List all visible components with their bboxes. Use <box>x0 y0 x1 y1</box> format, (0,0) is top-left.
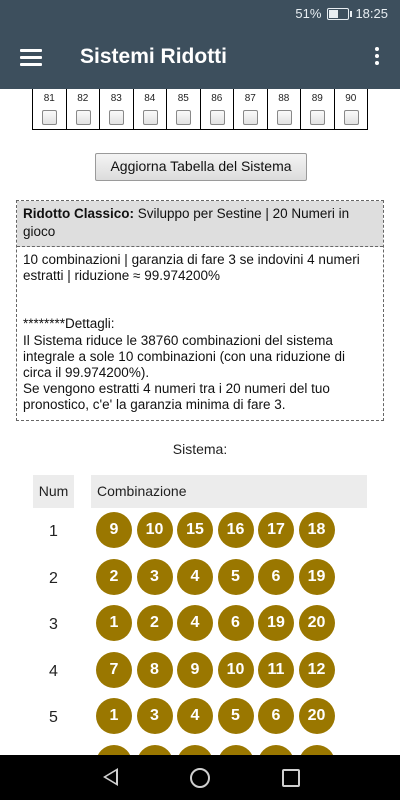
table-row <box>0 512 400 558</box>
system-type: Ridotto Classico: <box>23 206 135 221</box>
number-ball <box>258 745 294 756</box>
number-ball: 7 <box>96 652 132 688</box>
number-ball <box>299 745 335 756</box>
number-ball: 19 <box>299 559 335 595</box>
number-checkbox[interactable] <box>76 110 91 125</box>
app-bar <box>0 27 400 89</box>
number-ball: 4 <box>177 605 213 641</box>
number-ball: 20 <box>299 698 335 734</box>
row-number: 5 <box>49 709 58 726</box>
number-label: 90 <box>345 93 357 104</box>
system-info-box <box>16 200 384 421</box>
number-ball: 5 <box>218 559 254 595</box>
system-info-body <box>17 247 383 420</box>
number-ball: 1 <box>96 698 132 734</box>
number-ball: 12 <box>299 652 335 688</box>
number-ball <box>96 745 132 756</box>
combination-balls <box>96 559 335 595</box>
number-label: 84 <box>144 93 156 104</box>
number-ball: 6 <box>258 559 294 595</box>
details-text-2: Se vengono estratti 4 numeri tra i 20 numeri del tuo pronostico, c'e' la garanzia minima di fare 3. <box>23 381 330 413</box>
number-checkbox[interactable] <box>277 110 292 125</box>
battery-fill <box>329 10 338 18</box>
number-ball: 10 <box>218 652 254 688</box>
number-cell <box>100 89 134 129</box>
number-ball: 20 <box>299 605 335 641</box>
home-circle-icon[interactable] <box>190 768 210 788</box>
number-checkbox[interactable] <box>243 110 258 125</box>
battery-icon <box>327 8 349 20</box>
system-description: Sviluppo per Sestine | 20 Numeri in gioco <box>23 206 350 239</box>
combination-balls <box>96 698 335 734</box>
combination-balls <box>96 512 335 548</box>
number-cell <box>335 89 369 129</box>
number-checkbox[interactable] <box>42 110 57 125</box>
number-checkbox[interactable] <box>344 110 359 125</box>
number-ball <box>218 745 254 756</box>
number-ball <box>177 745 213 756</box>
number-cell <box>201 89 235 129</box>
number-ball: 19 <box>258 605 294 641</box>
hamburger-menu-icon[interactable] <box>20 49 42 67</box>
number-label: 86 <box>211 93 223 104</box>
recents-square-icon[interactable] <box>282 769 300 787</box>
status-bar <box>0 0 400 27</box>
number-ball: 8 <box>137 652 173 688</box>
main-content[interactable] <box>0 89 400 755</box>
number-ball: 3 <box>137 698 173 734</box>
number-ball: 5 <box>218 698 254 734</box>
number-ball: 6 <box>258 698 294 734</box>
number-cell <box>268 89 302 129</box>
update-table-button[interactable]: Aggiorna Tabella del Sistema <box>95 153 307 181</box>
battery-percent: 51% <box>295 6 322 21</box>
row-number: 2 <box>49 569 58 587</box>
number-ball: 6 <box>218 605 254 641</box>
number-ball: 3 <box>137 559 173 595</box>
number-ball: 15 <box>177 512 213 548</box>
row-number: 4 <box>49 662 58 680</box>
more-vert-icon[interactable] <box>374 47 380 69</box>
table-row <box>0 698 400 744</box>
table-row <box>0 559 400 605</box>
system-summary: 10 combinazioni | garanzia di fare 3 se indovini 4 numeri estratti | riduzione ≈ 99.974200% <box>23 252 360 284</box>
combination-balls <box>96 745 335 756</box>
number-checkbox[interactable] <box>143 110 158 125</box>
number-grid <box>32 89 368 130</box>
number-ball: 9 <box>96 512 132 548</box>
number-label: 88 <box>278 93 290 104</box>
column-header-num: Num <box>33 475 74 508</box>
status-right <box>295 6 388 21</box>
table-row <box>0 605 400 651</box>
number-label: 87 <box>244 93 256 104</box>
number-checkbox[interactable] <box>310 110 325 125</box>
back-triangle-icon[interactable] <box>103 768 118 786</box>
number-checkbox[interactable] <box>210 110 225 125</box>
number-checkbox[interactable] <box>176 110 191 125</box>
system-info-title <box>17 201 383 247</box>
number-ball: 16 <box>218 512 254 548</box>
row-number: 1 <box>49 523 58 540</box>
details-text-1: Il Sistema riduce le 38760 combinazioni del sistema integrale a sole 10 combinazioni (con una riduzione di circa il 99.974200%). <box>23 332 345 381</box>
combination-balls <box>96 652 335 688</box>
number-ball: 10 <box>137 512 173 548</box>
table-row-partial <box>0 745 400 756</box>
number-ball: 18 <box>299 512 335 548</box>
number-label: 89 <box>311 93 323 104</box>
number-ball: 2 <box>96 559 132 595</box>
table-row <box>0 652 400 698</box>
sistema-label: Sistema: <box>172 441 228 457</box>
number-ball: 4 <box>177 698 213 734</box>
number-cell <box>134 89 168 129</box>
number-cell <box>167 89 201 129</box>
system-nav-bar <box>0 755 400 800</box>
number-ball <box>137 745 173 756</box>
page-title: Sistemi Ridotti <box>80 45 228 68</box>
number-ball: 2 <box>137 605 173 641</box>
details-heading: ********Dettagli: <box>23 316 115 332</box>
column-header-combination: Combinazione <box>91 475 367 508</box>
number-label: 82 <box>77 93 89 104</box>
number-label: 83 <box>110 93 122 104</box>
clock: 18:25 <box>355 6 388 21</box>
number-cell <box>67 89 101 129</box>
number-ball: 4 <box>177 559 213 595</box>
number-ball: 11 <box>258 652 294 688</box>
number-label: 81 <box>43 93 55 104</box>
number-cell <box>301 89 335 129</box>
number-ball: 9 <box>177 652 213 688</box>
number-label: 85 <box>177 93 189 104</box>
combination-balls <box>96 605 335 641</box>
number-cell <box>234 89 268 129</box>
row-number: 3 <box>49 616 58 633</box>
number-checkbox[interactable] <box>109 110 124 125</box>
number-ball: 17 <box>258 512 294 548</box>
number-cell <box>33 89 67 129</box>
number-ball: 1 <box>96 605 132 641</box>
